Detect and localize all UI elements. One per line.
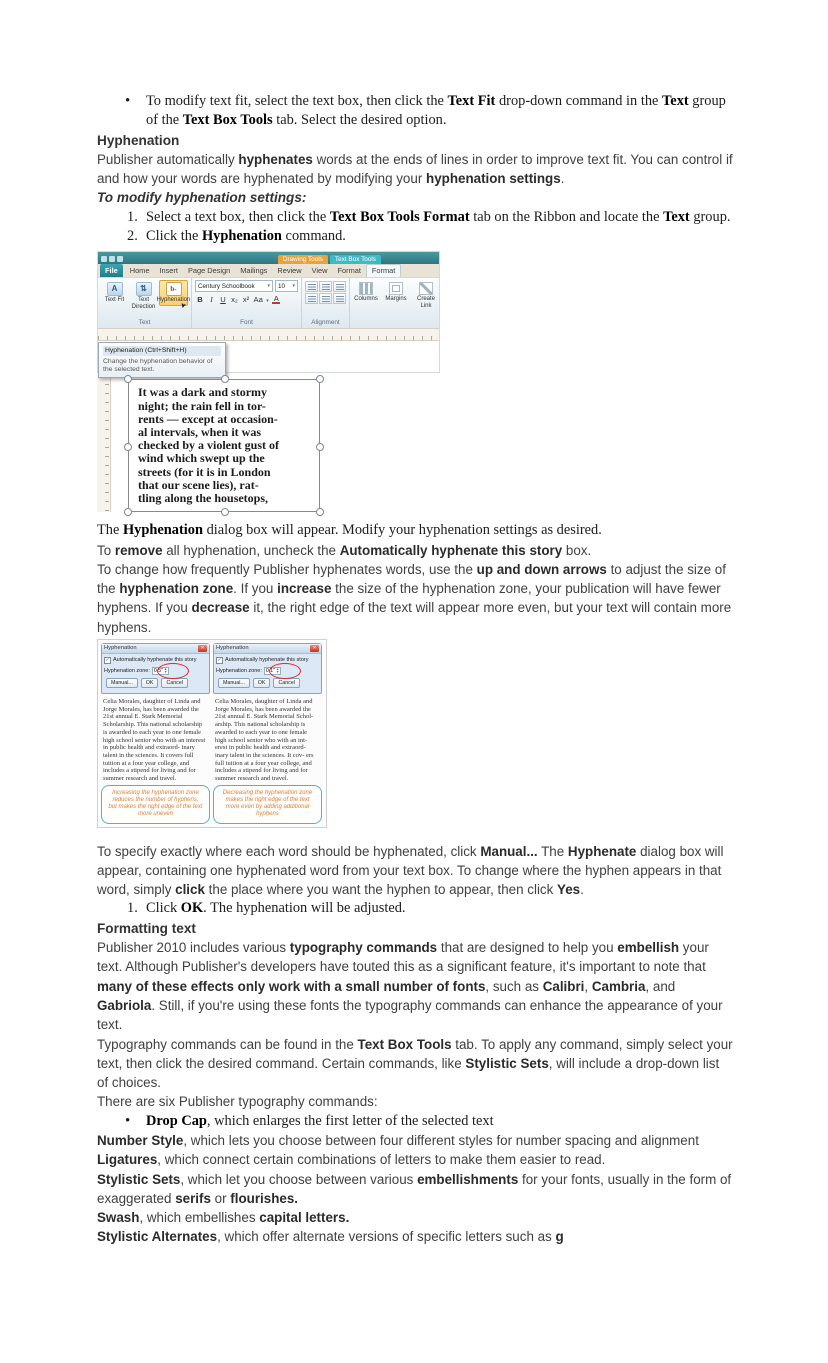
selection-handle (124, 508, 132, 516)
margins-label: Margins (385, 296, 407, 303)
ribbon-tab-row (98, 264, 439, 277)
ok-button: OK (253, 678, 271, 688)
callout-increase: Increasing the hyphenation zone reduces the number of hyphens, but makes the right edge of the text more uneven (101, 785, 210, 824)
align-top-center-button (319, 281, 332, 292)
text-fit-button (101, 280, 128, 305)
group-label-text: Text (138, 319, 151, 327)
para-swash: Swash, which embellishes capital letters. (97, 1210, 350, 1226)
para-typography-commands: Publisher 2010 includes various typography commands that are designed to help you embellish your text. Although Publisher's developers have touted this as a significant feature, it's important to note that many of these effects only work with a small number of fonts, such as Calibri, Cambria, and Gabriola. Still, if you're using these fonts the typography commands can enhance the appearance of your text. (97, 940, 723, 1033)
para-ligatures: Ligatures, which connect certain combinations of letters to make them easier to read. (97, 1152, 606, 1168)
tab-home: Home (129, 266, 150, 276)
spinner-arrows-icon: ▲ ▼ (163, 666, 168, 674)
hyphenation-icon: b- (166, 282, 182, 296)
align-center-left-button (305, 293, 318, 304)
create-link-label: Create Link (416, 296, 435, 309)
align-top-left-button (305, 281, 318, 292)
hyphenation-dialog (213, 643, 322, 694)
para-hyphenation-zone: To change how frequently Publisher hyphenates words, use the up and down arrows to adjust the size of the hyphenation zone. If you increase the size of the hyphenation zone, your publication will have fewer hyphens. If you decrease it, the right edge of the text will appear more even, but your text will contain more hyphens. (97, 561, 732, 635)
hyphenation-steps-list (97, 208, 733, 247)
contextual-tab-text-box-tools: Text Box Tools (330, 255, 381, 264)
sample-textbox-screenshot (97, 375, 733, 512)
create-link-button (413, 282, 439, 309)
align-top-right-button (333, 281, 346, 292)
zone-label: Hyphenation zone: (104, 667, 150, 674)
checkbox-auto-hyphenate: ✓ (217, 657, 222, 663)
alignment-buttons-grid (305, 280, 346, 304)
tab-insert: Insert (159, 266, 178, 276)
para-commands-found: Typography commands can be found in the Text Box Tools tab. To apply any command, simply select your text, then click the desired command. Certain commands, like Stylistic Sets, will include a drop-down list of choices. (97, 1036, 733, 1091)
tooltip-area (98, 341, 439, 372)
close-icon: ✕ (198, 645, 207, 652)
hyphenation-button (156, 280, 191, 310)
story-text-increase: Celia Morales, daughter of Linda and Jorge Morales, has been awarded the 21st annual E. Stark Memorial Scholarship. This national scholarship is awarded to each year to one female high school senior who with an interest in public health and extraord- inary talent in the sciences. It covers full tuition at a four year college, and includes a stipend for living and for summer research and travel. (103, 697, 206, 783)
checkbox-label: Automatically hyphenate this story (225, 656, 309, 663)
tab-page-design: Page Design (187, 266, 231, 276)
para-number-style: Number Style, which lets you choose between four different styles for number spacing and alignment (97, 1132, 699, 1148)
qat-icon (109, 256, 115, 262)
underline-button: U (220, 295, 226, 305)
text-direction-icon: ⇅ (136, 282, 152, 296)
publisher-ribbon-screenshot (97, 251, 440, 373)
checkbox-auto-hyphenate: ✓ (105, 657, 110, 663)
tab-mailings: Mailings (240, 266, 268, 276)
hyphenation-tooltip (98, 342, 226, 378)
para-dialog-appear: The Hyphenation dialog box will appear. Modify your hyphenation settings as desired. (97, 522, 602, 539)
tab-review: Review (277, 266, 302, 276)
create-link-icon (419, 282, 433, 295)
ribbon-group-font (192, 278, 302, 328)
mouse-cursor-icon: ➤ (178, 302, 187, 310)
zone-spinner (264, 667, 281, 675)
sample-textbox: It was a dark and stormy night; the rain fell in tor- rents — except at occasion- al intervals, when it was checked by a violent gust of wind which swept up the streets (for it is in London that our scene lies), rat- tling along the housetops, (128, 379, 320, 512)
dialog-example-increase (101, 643, 210, 824)
para-stylistic-alternates: Stylistic Alternates, which offer alternate versions of specific letters such as g (97, 1229, 564, 1245)
ribbon-group-text (98, 278, 192, 328)
zone-value: 0.5" (153, 667, 163, 674)
checkbox-label: Automatically hyphenate this story (113, 656, 197, 663)
tab-file: File (100, 264, 123, 277)
group-label-alignment: Alignment (311, 319, 340, 327)
text-direction-label: Text Direction (131, 297, 156, 310)
selection-handle (316, 443, 324, 451)
dialog-example-decrease (213, 643, 322, 824)
qat-icon (101, 256, 107, 262)
vertical-ruler (97, 375, 111, 512)
spinner-arrows-icon: ▲ ▼ (275, 666, 280, 674)
manual-button: Manual... (106, 678, 138, 688)
group-label-font: Font (240, 319, 253, 327)
step-select-textbox: Select a text box, then click the Text Box Tools Format tab on the Ribbon and locate the Text group. (146, 208, 731, 225)
superscript-button: x² (242, 295, 250, 305)
ribbon-group-alignment (302, 278, 350, 328)
tab-format-textbox: Format (366, 264, 401, 277)
margins-button (383, 282, 409, 309)
zone-value: 0.1" (265, 667, 275, 674)
font-color-button: A (273, 294, 279, 304)
step-click-hyphenation: Click the Hyphenation command. (146, 228, 346, 245)
para-manual-hyphenation: To specify exactly where each word should be hyphenated, click Manual... The Hyphenate dialog box will appear, containing one hyphenated word from your text box. To change where the hyphen appears in that word, simply click the place where you want the hyphen to appear, then click Yes. (97, 843, 724, 898)
selection-handle (221, 508, 229, 516)
chevron-down-icon: ▾ (267, 283, 270, 290)
text-direction-button (130, 280, 157, 312)
selection-handle (124, 443, 132, 451)
columns-icon (359, 282, 373, 295)
subscript-button: x₂ (231, 295, 238, 305)
para-six-commands: There are six Publisher typography commands: (97, 1094, 378, 1110)
para-auto-hyphenates: Publisher automatically hyphenates words at the ends of lines in order to improve text fit. You can control if and how your words are hyphenated by modifying your hyphenation settings. (97, 151, 733, 187)
callout-decrease: Decreasing the hyphenation zone makes the right edge of the text more even by adding additional hyphens (213, 785, 322, 824)
cancel-button: Cancel (273, 678, 300, 688)
heading-hyphenation: Hyphenation (97, 132, 180, 148)
bullet-item-textfit: • To modify text fit, select the text box, then click the Text Fit drop-down command in the Text group of the Text Box Tools tab. Select the desired option. (97, 92, 733, 131)
step-click-ok: Click OK. The hyphenation will be adjusted. (146, 900, 406, 917)
tooltip-title: Hyphenation (Ctrl+Shift+H) (103, 346, 221, 356)
bullet-item-dropcap: • Drop Cap, which enlarges the first letter of the selected text (97, 1112, 733, 1131)
contextual-tab-headers (278, 255, 381, 264)
align-center-button (319, 293, 332, 304)
ribbon-title-bar (98, 252, 439, 264)
columns-label: Columns (354, 296, 378, 303)
tab-view: View (311, 266, 328, 276)
italic-button: I (210, 295, 213, 305)
align-center-right-button (333, 293, 346, 304)
font-name-combo: Century Schoolbook ▾ (195, 280, 273, 292)
margins-icon (389, 282, 403, 295)
hyphenation-dialog (101, 643, 210, 694)
dialog-title: Hyphenation (104, 645, 137, 652)
para-stylistic-sets: Stylistic Sets, which let you choose between various embellishments for your fonts, usually in the form of exaggerated serifs or flourishes. (97, 1171, 732, 1206)
ribbon-body (98, 277, 439, 328)
story-text-decrease: Celia Morales, daughter of Linda and Jorge Morales, has been awarded the 21st annual E. Stark Memorial Schol- arship. This national scholarship is awarded to each year to one female high school senior who with an int- erest in public health and extraord- inary talent in the sciences. It cov- ers full tuition at a four year college, and includes a stipend for living and for summer research and travel. (215, 697, 314, 783)
columns-button (353, 282, 379, 309)
selection-handle (316, 508, 324, 516)
change-case-button: Aa (253, 295, 263, 305)
para-remove-hyphenation: To remove all hyphenation, uncheck the Automatically hyphenate this story box. (97, 542, 592, 558)
heading-modify-settings: To modify hyphenation settings: (97, 190, 307, 206)
ribbon-group-layout (350, 278, 442, 328)
text-fit-label: Text Fit (104, 297, 125, 304)
ok-button: OK (141, 678, 159, 688)
tooltip-body: Change the hyphenation behavior of the selected text. (103, 358, 213, 374)
chevron-down-icon: ▾ (292, 283, 295, 290)
horizontal-ruler (98, 328, 439, 341)
hyphenation-dialogs-screenshot (97, 639, 327, 828)
qat-icon (117, 256, 123, 262)
manual-button: Manual... (218, 678, 250, 688)
hyphenation-label: Hyphenation (156, 297, 191, 304)
dialog-title: Hyphenation (216, 645, 249, 652)
zone-label: Hyphenation zone: (216, 667, 262, 674)
close-icon: ✕ (310, 645, 319, 652)
tab-format-drawing: Format (337, 266, 361, 276)
bullet-list-dropcap (97, 1112, 733, 1131)
text-fit-icon: A (107, 282, 123, 296)
cancel-button: Cancel (161, 678, 188, 688)
heading-formatting-text: Formatting text (97, 920, 196, 936)
selection-handle (316, 375, 324, 383)
bold-button: B (197, 295, 203, 305)
font-size-combo: 10 ▾ (275, 280, 298, 292)
quick-access-toolbar (101, 256, 123, 264)
chevron-down-icon: ▾ (266, 298, 269, 305)
contextual-tab-drawing-tools: Drawing Tools (278, 255, 328, 264)
bullet-list-textfit (97, 92, 733, 131)
zone-spinner (152, 667, 169, 675)
ok-step-list (97, 899, 733, 918)
